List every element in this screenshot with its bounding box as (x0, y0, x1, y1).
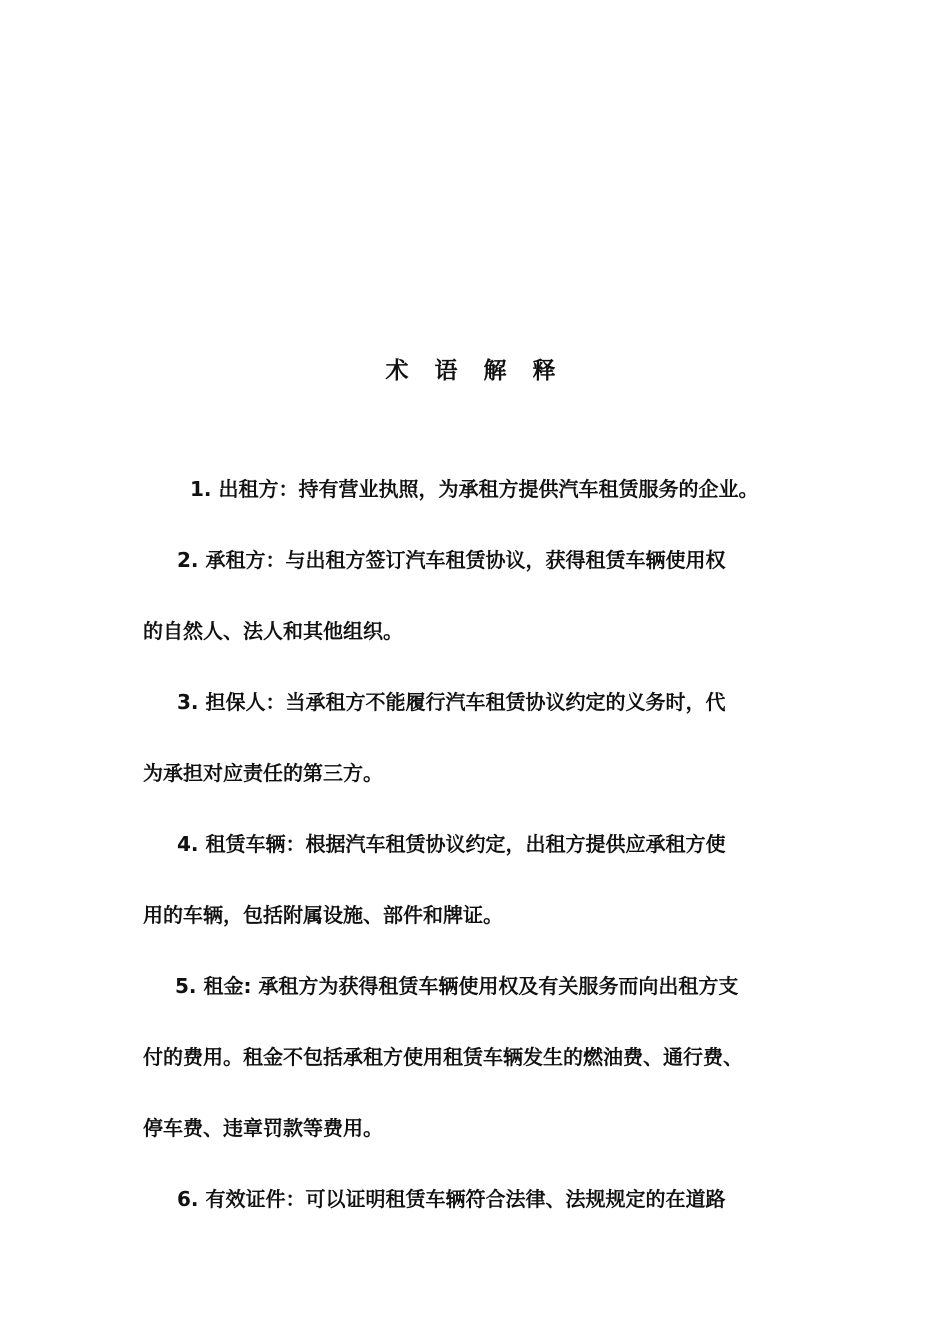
term-1-line-1: 1. 出租方：持有营业执照，为承租方提供汽车租赁服务的企业。 (190, 477, 759, 501)
term-4-line-2: 用的车辆，包括附属设施、部件和牌证。 (143, 903, 503, 927)
term-5-line-2: 付的费用。租金不包括承租方使用租赁车辆发生的燃油费、通行费、 (143, 1045, 743, 1069)
term-2-line-2: 的自然人、法人和其他组织。 (143, 619, 403, 643)
term-4-line-1: 4. 租赁车辆：根据汽车租赁协议约定，出租方提供应承租方使 (177, 832, 726, 856)
term-5-line-1: 5. 租金: 承租方为获得租赁车辆使用权及有关服务而向出租方支 (175, 974, 739, 998)
term-3-line-1: 3. 担保人：当承租方不能履行汽车租赁协议约定的义务时，代 (177, 690, 726, 714)
term-6-line-1: 6. 有效证件：可以证明租赁车辆符合法律、法规规定的在道路 (177, 1187, 726, 1211)
term-2-line-1: 2. 承租方：与出租方签订汽车租赁协议，获得租赁车辆使用权 (177, 548, 726, 572)
term-3-line-2: 为承担对应责任的第三方。 (143, 761, 383, 785)
document-title: 术 语 解 释 (385, 358, 565, 384)
term-5-line-3: 停车费、违章罚款等费用。 (143, 1116, 383, 1140)
